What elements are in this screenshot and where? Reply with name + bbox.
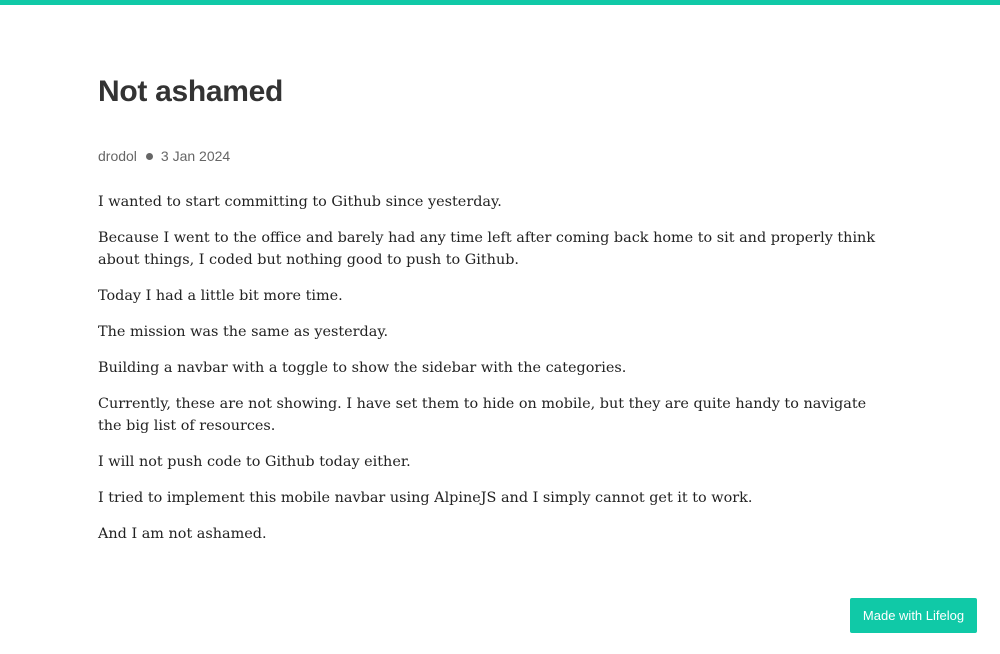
post-author: drodol [98, 148, 137, 164]
post-date: 3 Jan 2024 [160, 148, 231, 164]
top-accent-bar [0, 0, 1000, 5]
post-paragraph: The mission was the same as yesterday. [98, 324, 389, 340]
post-paragraph: I will not push code to Github today either. [98, 454, 411, 470]
post-paragraph: I wanted to start committing to Github since yesterday. [98, 194, 502, 210]
post-paragraph: Building a navbar with a toggle to show the sidebar with the categories. [98, 360, 627, 376]
post-body [98, 191, 888, 559]
post-paragraph: I tried to implement this mobile navbar using AlpineJS and I simply cannot get it to work. [98, 490, 753, 506]
post-paragraph: And I am not ashamed. [98, 526, 267, 542]
post-paragraph: Because I went to the office and barely had any time left after coming back home to sit and properly think about things, I coded but nothing good to push to Github. [98, 230, 876, 268]
post-meta [98, 148, 230, 164]
post-paragraph: Today I had a little bit more time. [98, 288, 343, 304]
separator-dot-icon [146, 153, 153, 160]
post-paragraph: Currently, these are not showing. I have set them to hide on mobile, but they are quite handy to navigate the big list of resources. [98, 396, 867, 434]
made-with-lifelog-button[interactable]: Made with Lifelog [850, 598, 977, 633]
post-title: Not ashamed [98, 75, 284, 108]
